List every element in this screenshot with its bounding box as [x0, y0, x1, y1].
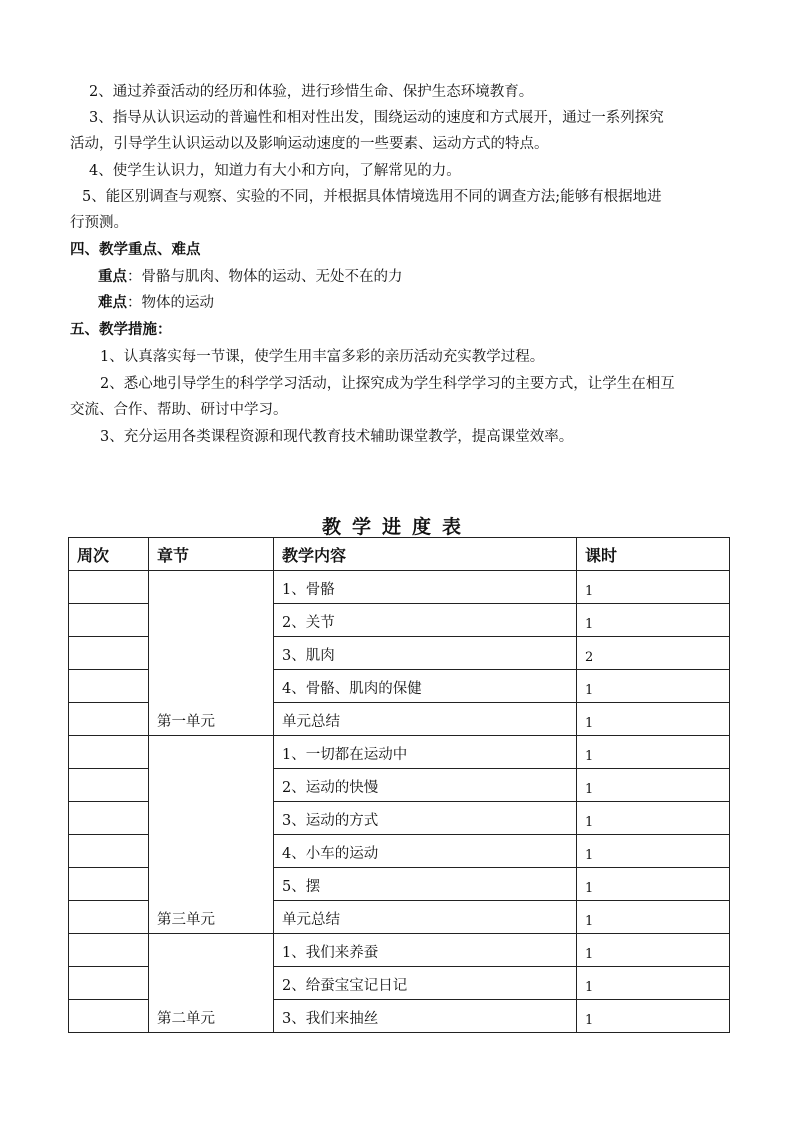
week-cell — [69, 637, 149, 670]
hours-cell: 1 — [577, 604, 730, 637]
content-cell: 5、摆 — [274, 868, 577, 901]
table-row — [69, 934, 730, 967]
hours-cell: 1 — [577, 868, 730, 901]
hours-cell: 1 — [577, 703, 730, 736]
content-cell: 4、小车的运动 — [274, 835, 577, 868]
week-cell — [69, 571, 149, 604]
content-cell: 3、运动的方式 — [274, 802, 577, 835]
content-cell: 单元总结 — [274, 703, 577, 736]
week-cell — [69, 835, 149, 868]
header-week: 周次 — [69, 538, 149, 571]
key-point-line — [98, 267, 403, 287]
header-content: 教学内容 — [274, 538, 577, 571]
measure-line: 3、充分运用各类课程资源和现代教育技术辅助课堂教学，提高课堂效率。 — [100, 429, 574, 445]
table-row — [69, 736, 730, 769]
hours-cell: 2 — [577, 637, 730, 670]
table-row — [69, 571, 730, 604]
objective-line: 4、使学生认识力，知道力有大小和方向，了解常见的力。 — [89, 163, 461, 179]
content-cell: 4、骨骼、肌肉的保健 — [274, 670, 577, 703]
section-heading-measures: 五、教学措施： — [70, 322, 172, 338]
table-header-row — [69, 538, 730, 571]
content-cell: 单元总结 — [274, 901, 577, 934]
measure-line: 2、悉心地引导学生的科学学习活动，让探究成为学生科学学习的主要方式，让学生在相互 — [100, 376, 675, 392]
week-cell — [69, 703, 149, 736]
week-cell — [69, 802, 149, 835]
hours-cell: 1 — [577, 736, 730, 769]
content-cell: 2、给蚕宝宝记日记 — [274, 967, 577, 1000]
objective-line: 2、通过养蚕活动的经历和体验，进行珍惜生命、保护生态环境教育。 — [89, 84, 534, 100]
objective-line: 5、能区别调查与观察、实验的不同，并根据具体情境选用不同的调查方法;能够有根据地进 — [82, 189, 662, 205]
hours-cell: 1 — [577, 934, 730, 967]
week-cell — [69, 736, 149, 769]
week-cell — [69, 901, 149, 934]
objective-line: 3、指导从认识运动的普遍性和相对性出发，围绕运动的速度和方式展开，通过一系列探究 — [89, 110, 664, 126]
week-cell — [69, 868, 149, 901]
hours-cell: 1 — [577, 835, 730, 868]
schedule-table — [68, 537, 730, 1033]
schedule-title: 教学进度表 — [321, 516, 472, 538]
content-cell: 1、一切都在运动中 — [274, 736, 577, 769]
header-chapter: 章节 — [149, 538, 274, 571]
chapter-cell: 第二单元 — [149, 934, 274, 1033]
week-cell — [69, 604, 149, 637]
hours-cell: 1 — [577, 802, 730, 835]
week-cell — [69, 769, 149, 802]
content-cell: 2、运动的快慢 — [274, 769, 577, 802]
objective-line: 行预测。 — [70, 215, 128, 231]
content-cell: 1、我们来养蚕 — [274, 934, 577, 967]
chapter-cell: 第一单元 — [149, 571, 274, 736]
content-cell: 3、我们来抽丝 — [274, 1000, 577, 1033]
hours-cell: 1 — [577, 571, 730, 604]
key-text: ：骨骼与肌肉、物体的运动、无处不在的力 — [127, 269, 403, 285]
content-cell: 1、骨骼 — [274, 571, 577, 604]
hours-cell: 1 — [577, 901, 730, 934]
measure-line: 交流、合作、帮助、研讨中学习。 — [70, 402, 288, 418]
hours-cell: 1 — [577, 967, 730, 1000]
hours-cell: 1 — [577, 670, 730, 703]
hours-cell: 1 — [577, 1000, 730, 1033]
week-cell — [69, 967, 149, 1000]
week-cell — [69, 934, 149, 967]
content-cell: 2、关节 — [274, 604, 577, 637]
objective-line: 活动，引导学生认识运动以及影响运动速度的一些要素、运动方式的特点。 — [70, 136, 549, 152]
difficult-text: ：物体的运动 — [127, 295, 214, 311]
difficult-label: 难点 — [98, 295, 127, 311]
chapter-cell: 第三单元 — [149, 736, 274, 934]
measure-line: 1、认真落实每一节课，使学生用丰富多彩的亲历活动充实教学过程。 — [100, 349, 545, 365]
key-label: 重点 — [98, 269, 127, 285]
section-heading-key-points: 四、教学重点、难点 — [70, 242, 201, 258]
hours-cell: 1 — [577, 769, 730, 802]
week-cell — [69, 1000, 149, 1033]
week-cell — [69, 670, 149, 703]
header-hours: 课时 — [577, 538, 730, 571]
content-cell: 3、肌肉 — [274, 637, 577, 670]
difficult-point-line — [98, 293, 214, 313]
